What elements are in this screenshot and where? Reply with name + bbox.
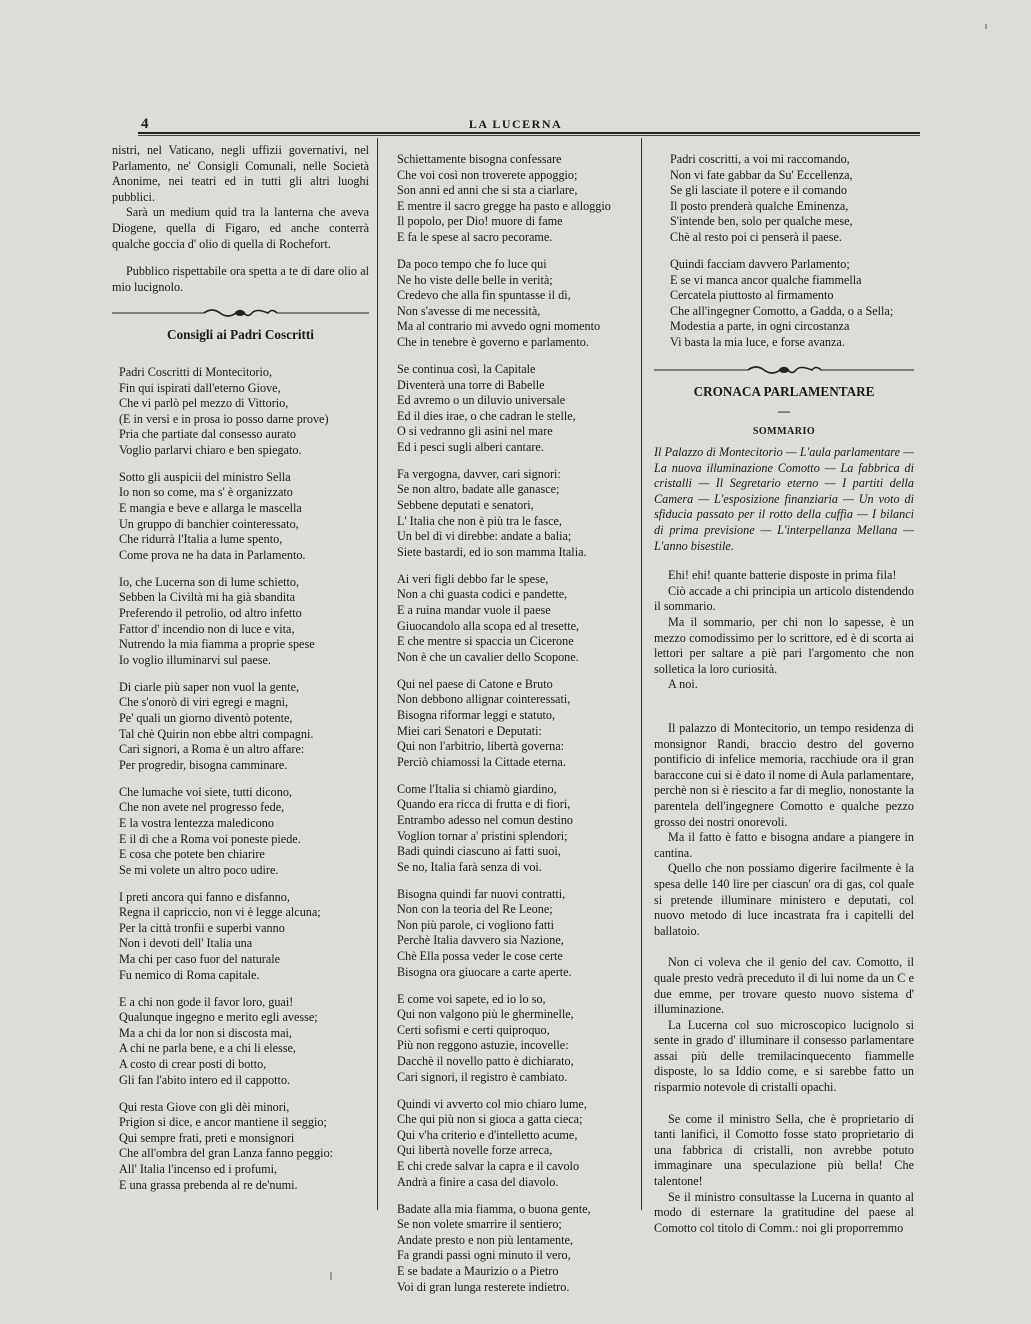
paragraph: Il palazzo di Montecitorio, un tempo residenza di monsignor Randi, braccio destro del governo pontificio di infelice memoria, racchiude ora il gran baraccone cui si è dato il nome di Aula parlamentare, perchè non si è riescito a far di meglio, nonostante la parentela dell'ingegnere Comotto e qualche pezzo grosso dei nostri onorevoli. xyxy=(654,721,914,829)
poem-line: Non è che un cavalier dello Scopone. xyxy=(397,649,579,664)
poem-line: Qui nel paese di Catone e Bruto xyxy=(397,676,553,691)
dash-divider: — xyxy=(777,403,791,418)
poem-line: Non debbono allignar cointeressati, xyxy=(397,692,571,707)
poem-stanza xyxy=(397,467,637,561)
poem-line: Da poco tempo che fo luce qui xyxy=(397,256,547,271)
poem-line: Qui sempre frati, preti e monsignori xyxy=(119,1130,295,1145)
intro-paragraphs xyxy=(654,568,914,693)
poem-line: Pe' quali un giorno diventò potente, xyxy=(119,710,293,725)
poem-stanza xyxy=(119,785,369,879)
poem-line: Qui resta Giove con gli dèi minori, xyxy=(119,1099,290,1114)
poem-line: A costo di crear posti di botto, xyxy=(119,1057,267,1072)
article-section xyxy=(654,721,914,939)
poem-line: Entrambo adesso nel comun destino xyxy=(397,812,574,827)
poem-line: Come prova ne ha data in Parlamento. xyxy=(119,547,306,562)
poem-line: E a chi non gode il favor loro, guai! xyxy=(119,994,294,1009)
paragraph: A noi. xyxy=(668,677,698,692)
poem-line: Un gruppo di banchier cointeressato, xyxy=(119,516,299,531)
page-number: 4 xyxy=(141,116,149,132)
poem-line: E il dì che a Roma voi poneste piede. xyxy=(119,831,301,846)
header-rule xyxy=(138,132,920,134)
poem-line: Cercatela piuttosto al firmamento xyxy=(670,288,834,303)
poem-line: Andrà a finire a casa del diavolo. xyxy=(397,1174,559,1189)
spacer xyxy=(112,252,369,264)
poem-stanza xyxy=(119,575,369,669)
poem-line: Non a chi guasta codici e pandette, xyxy=(397,587,568,602)
paragraph: Se il ministro consultasse la Lucerna in quanto al modo di esternare la gratitudine del paese al Comotto col titolo di Comm.: noi gli proporremmo xyxy=(654,1189,914,1235)
poem-stanza xyxy=(119,470,369,564)
poem-stanza xyxy=(397,677,637,771)
poem-stanza xyxy=(119,680,369,774)
poem-line: Sebben la Civiltà mi ha già sbandita xyxy=(119,590,296,605)
poem-line: (E in versi e in prosa io posso darne prove) xyxy=(119,411,329,426)
poem-line: Che ridurrà l'Italia a lume spento, xyxy=(119,532,283,547)
sommario-text: Il Palazzo di Montecitorio — L'aula parlamentare — La nuova illuminazione Comotto — La fabbrica di cristalli — Il Segretario eterno — I partiti della Camera — L'esposizione finanziaria — Un voto di sfiducia passato per il rotto della cuffia — I bilanci di prima previsione — L'interpellanza Mellana — L'anno bisestile. xyxy=(654,445,914,553)
poem-line: Andate presto e non più lentamente, xyxy=(397,1232,573,1247)
poem-line: Più non reggono astuzie, incovelle: xyxy=(397,1038,569,1053)
poem-line: Pria che partiate dal consesso aurato xyxy=(119,427,296,442)
poem-line: E che mentre si spaccia un Cicerone xyxy=(397,634,574,649)
poem-line: Modestia a parte, in ogni circostanza xyxy=(670,319,850,334)
poem-line: A chi ne parla bene, e a chi li elesse, xyxy=(119,1041,296,1056)
poem-col2 xyxy=(397,152,637,1295)
poem-line: Ma a chi da lor non si discosta mai, xyxy=(119,1025,292,1040)
poem-line: Siete bastardi, ed io son mamma Italia. xyxy=(397,544,587,559)
poem-stanza xyxy=(119,995,369,1089)
col1-prose xyxy=(112,143,369,295)
poem-line: Gli fan l'abito intero ed il cappotto. xyxy=(119,1072,291,1087)
article-body xyxy=(654,721,914,1236)
poem-line: Regna il capriccio, non vi è legge alcuna; xyxy=(119,905,321,920)
poem-line: Se gli lasciate il potere e il comando xyxy=(670,183,847,198)
poem-line: Per la città tronfii e superbi vanno xyxy=(119,920,285,935)
poem-stanza xyxy=(397,257,637,351)
poem-stanza xyxy=(397,1202,637,1296)
poem-line: Ma al contrario mi avvedo ogni momento xyxy=(397,319,601,334)
column-divider-1 xyxy=(377,138,378,1210)
poem-line: E fa le spese al sacro pecorame. xyxy=(397,229,553,244)
poem-line: Quando era ricca di frutta e di fiori, xyxy=(397,797,571,812)
poem-col3 xyxy=(654,152,914,351)
poem-line: Che s'onorò di viri egregi e magni, xyxy=(119,695,289,710)
poem-line: Credevo che alla fin spuntasse il dì, xyxy=(397,288,571,303)
poem-stanza xyxy=(670,152,914,246)
poem-line: Non i devoti dell' Italia una xyxy=(119,936,253,951)
poem-line: Schiettamente bisogna confessare xyxy=(397,152,562,166)
poem-stanza xyxy=(670,257,914,351)
scan-speck xyxy=(330,1272,332,1280)
poem-line: Chè al resto poi ci penserà il paese. xyxy=(670,229,842,244)
ornament-flourish-icon xyxy=(112,305,369,321)
poem-line: E cosa che potete ben chiarire xyxy=(119,847,265,862)
poem-line: Qui non valgono più le gherminelle, xyxy=(397,1007,574,1022)
paragraph: Non ci voleva che il genio del cav. Comotto, il quale presto vedrà preceduto il di lui nome da un C e due emme, per trovare questo nuovo sistema d' illuminazione. xyxy=(654,955,914,1017)
poem-line: Non s'avesse di me necessità, xyxy=(397,303,541,318)
poem-line: Qui libertà novelle forze arreca, xyxy=(397,1143,553,1158)
poem-stanza xyxy=(397,782,637,876)
poem-line: Bisogna riformar leggi e statuto, xyxy=(397,707,556,722)
article-heading: Consigli ai Padri Coscritti xyxy=(167,327,314,343)
poem-line: Non più parole, ci vogliono fatti xyxy=(397,917,555,932)
poem-line: Sotto gli auspicii del ministro Sella xyxy=(119,469,291,484)
poem-line: Bisogna ora giuocare a carte aperte. xyxy=(397,964,572,979)
poem-line: Voi di gran lunga resterete indietro. xyxy=(397,1279,570,1294)
poem-line: E se badate a Maurizio o a Pietro xyxy=(397,1263,559,1278)
poem-line: Tal chè Quirin non ebbe altri compagni. xyxy=(119,726,314,741)
poem-col1 xyxy=(112,365,369,1193)
poem-line: Chè Ella possa veder le cose certe xyxy=(397,949,563,964)
poem-line: E mentre il sacro gregge ha pasto e alloggio xyxy=(397,198,611,213)
article-section xyxy=(654,1112,914,1237)
poem-line: Qui non l'arbitrio, libertà governa: xyxy=(397,739,565,754)
ornament-divider xyxy=(112,305,369,321)
poem-stanza xyxy=(119,365,369,459)
poem-line: All' Italia l'incenso ed i profumi, xyxy=(119,1161,278,1176)
poem-line: Perchè Italia davvero sia Nazione, xyxy=(397,933,564,948)
poem-line: Per progredir, bisogna camminare. xyxy=(119,757,288,772)
poem-line: E chi crede salvar la capra e il cavolo xyxy=(397,1158,580,1173)
ornament-flourish-icon xyxy=(654,362,914,378)
paragraph: Ehi! ehi! quante batterie disposte in prima fila! xyxy=(668,568,897,583)
poem-line: E mangia e beve e allarga le mascella xyxy=(119,501,302,516)
poem-line: Io voglio illuminarvi sul paese. xyxy=(119,652,271,667)
paragraph: La Lucerna col suo microscopico lucignolo si sente in grado d' illuminare il consesso parlamentare assai più delle tremilacinquecento fiammelle disposte, lo sa Iddio come, e si sarebbe fatto un risparmio notevole di cristalli opachi. xyxy=(654,1017,914,1095)
paragraph: Quello che non possiamo digerire facilmente è la spesa delle 140 lire per ciascun' ora di gas, col quale si pretende illuminare ministero e deputati, col nuovo metodo di luce incastrata fra i capitelli del ballatoio. xyxy=(654,861,914,938)
poem-line: Preferendo il petrolio, od altro infetto xyxy=(119,606,302,621)
poem-line: Io non so come, ma s' è organizzato xyxy=(119,485,293,500)
ornament-divider xyxy=(654,362,914,378)
poem-line: Vi basta la mia luce, e forse avanza. xyxy=(670,334,845,349)
poem-line: Voglio parlarvi chiaro e ben spiegato. xyxy=(119,442,302,457)
poem-stanza xyxy=(397,152,637,246)
poem-line: Ai veri figli debbo far le spese, xyxy=(397,571,549,586)
column-divider-2 xyxy=(641,138,642,1210)
poem-line: E una grassa prebenda al re de'numi. xyxy=(119,1177,298,1192)
poem-line: Il posto prenderà qualche Eminenza, xyxy=(670,198,849,213)
sommario-label: SOMMARIO xyxy=(752,425,816,437)
article-section xyxy=(654,955,914,1095)
poem-line: Ed i pesci sugli alberi cantare. xyxy=(397,439,544,454)
poem-line: Non con la teoria del Re Leone; xyxy=(397,902,553,917)
poem-line: Badi quindi ciascuno ai fatti suoi, xyxy=(397,844,561,859)
poem-line: Son anni ed anni che si sta a ciarlare, xyxy=(397,183,578,198)
poem-line: Voglion tornar a' pristini splendori; xyxy=(397,828,568,843)
poem-line: Padri coscritti, a voi mi raccomando, xyxy=(670,152,850,166)
paragraph: Se come il ministro Sella, che è proprietario di tanti lanificì, il Comotto fosse stato proprietario di una fabbrica di cristalli, non avrebbe potuto immaginare una speculazione più bella! Che talentone! xyxy=(654,1111,914,1189)
poem-line: Nutrendo la mia fiamma a proprie spese xyxy=(119,637,315,652)
poem-stanza xyxy=(397,1097,637,1191)
poem-line: Ed il dies irae, o che cadran le stelle, xyxy=(397,408,576,423)
poem-line: Quindi facciam davvero Parlamento; xyxy=(670,256,850,271)
paragraph: Ciò accade a chi principia un articolo distendendo il sommario. xyxy=(654,583,914,614)
poem-line: S'intende ben, solo per qualche mese, xyxy=(670,214,853,229)
poem-line: Ma chi per caso fuor del naturale xyxy=(119,952,281,967)
poem-stanza xyxy=(397,887,637,981)
masthead-title: LA LUCERNA xyxy=(468,117,563,131)
poem-line: O si vedranno gli asini nel mare xyxy=(397,424,553,439)
poem-stanza xyxy=(397,992,637,1086)
poem-line: Badate alla mia fiamma, o buona gente, xyxy=(397,1201,591,1216)
poem-line: Qualunque ingegno e merito egli avesse; xyxy=(119,1010,318,1025)
poem-line: Ne ho viste delle belle in verità; xyxy=(397,272,553,287)
poem-line: E come voi sapete, ed io lo so, xyxy=(397,991,546,1006)
poem-line: Che all'ingegner Comotto, a Gadda, o a Sella; xyxy=(670,303,894,318)
poem-line: Cari signori, a Roma è un altro affare: xyxy=(119,742,305,757)
poem-line: Qui v'ha criterio e d'intelletto acume, xyxy=(397,1127,578,1142)
scan-speck xyxy=(985,24,987,29)
paragraph: Ma il fatto è fatto e bisogna andare a piangere in cantina. xyxy=(654,830,914,860)
column-2 xyxy=(397,152,637,1306)
poem-line: Se mi volete un altro poco udire. xyxy=(119,862,279,877)
poem-line: E se vi manca ancor qualche fiammella xyxy=(670,272,862,287)
poem-line: Perciò chiamossi la Cittade eterna. xyxy=(397,754,566,769)
poem-line: E a ruina mandar vuole il paese xyxy=(397,603,551,617)
poem-line: Diventerà una torre di Babelle xyxy=(397,377,545,392)
poem-line: Che non avete nel progresso fede, xyxy=(119,800,285,815)
poem-line: L' Italia che non è più tra le fasce, xyxy=(397,513,562,528)
poem-line: Padri Coscritti di Montecitorio, xyxy=(119,364,273,379)
poem-stanza xyxy=(397,362,637,456)
poem-line: Fattor d' incendio non di luce e vita, xyxy=(119,621,295,636)
poem-line: Che qui più non si gioca a gatta cieca; xyxy=(397,1112,583,1127)
poem-line: Che lumache voi siete, tutti dicono, xyxy=(119,784,292,799)
poem-line: Non vi fate gabbar da Su' Eccellenza, xyxy=(670,167,853,182)
poem-line: Fa grandi passi ogni minuto il vero, xyxy=(397,1248,571,1263)
paragraph: Sarà un medium quid tra la lanterna che aveva Diogene, quella di Figaro, ed anche conterrà qualche goccia d' olio di quella di Rochefort. xyxy=(112,205,369,251)
article-heading: CRONACA PARLAMENTARE xyxy=(693,383,875,399)
poem-stanza xyxy=(119,890,369,984)
poem-line: E la vostra lentezza maledicono xyxy=(119,815,274,830)
paragraph: nistri, nel Vaticano, negli uffizii governativi, nel Parlamento, ne' Consigli Comunali, nelle Società Anonime, nei teatri ed in tutti gli altri luoghi pubblici. xyxy=(112,143,369,204)
paragraph: Ma il sommario, per chi non lo sapesse, è un mezzo comodissimo per lo scrittore, ed è di scorta ai lettori per saltare a piè pari l'argomento che non solletica la loro curiosità. xyxy=(654,615,914,676)
poem-line: Se continua così, la Capitale xyxy=(397,361,536,376)
poem-line: Di ciarle più saper non vuol la gente, xyxy=(119,679,300,694)
column-1 xyxy=(112,143,369,1205)
poem-stanza xyxy=(119,1100,369,1194)
poem-line: Io, che Lucerna son di lume schietto, xyxy=(119,574,300,589)
poem-line: Prigion si dice, e ancor mantiene il seggio; xyxy=(119,1115,327,1130)
poem-line: Come l'Italia si chiamò giardino, xyxy=(397,781,557,796)
poem-line: Che vi parlò pel mezzo di Vittorio, xyxy=(119,396,289,411)
poem-line: Sebbene deputati e senatori, xyxy=(397,498,534,513)
column-3 xyxy=(654,152,914,1252)
poem-line: Quindi vi avverto col mio chiaro lume, xyxy=(397,1096,587,1111)
poem-line: Se non altro, badate alle ganasce; xyxy=(397,482,560,497)
spacer xyxy=(654,693,914,721)
poem-line: Dacchè il novello patto è dichiarato, xyxy=(397,1054,574,1068)
poem-stanza xyxy=(397,572,637,666)
poem-line: Fa vergogna, davver, cari signori: xyxy=(397,466,561,481)
poem-line: Cari signori, il registro è cambiato. xyxy=(397,1069,568,1084)
poem-line: Che all'ombra del gran Lanza fanno peggio: xyxy=(119,1146,334,1161)
poem-line: Ed avremo o un diluvio universale xyxy=(397,393,566,408)
poem-line: Che in tenebre è governo e parlamento. xyxy=(397,334,589,349)
poem-line: Se no, Italia farà senza di voi. xyxy=(397,859,542,874)
poem-line: Bisogna quindi far nuovi contratti, xyxy=(397,886,566,901)
poem-line: Fu nemico di Roma capitale. xyxy=(119,967,260,982)
poem-line: Il popolo, per Dio! muore di fame xyxy=(397,214,563,229)
poem-line: I preti ancora qui fanno e disfanno, xyxy=(119,889,290,904)
poem-line: Che voi così non troverete appoggio; xyxy=(397,167,578,182)
poem-line: Un bel dì vi direbbe: andate a balia; xyxy=(397,529,572,544)
poem-line: Giuocandolo alla scopa ed al tresette, xyxy=(397,618,580,633)
poem-line: Certi sofismi e certi quiproquo, xyxy=(397,1022,550,1037)
poem-line: Miei cari Senatori e Deputati: xyxy=(397,723,542,738)
header-rule-thin xyxy=(138,135,920,136)
poem-line: Fin qui ispirati dall'eterno Giove, xyxy=(119,380,281,395)
poem-line: Se non volete smarrire il sentiero; xyxy=(397,1217,562,1232)
paragraph: Pubblico rispettabile ora spetta a te di dare olio al mio lucignolo. xyxy=(112,264,369,294)
